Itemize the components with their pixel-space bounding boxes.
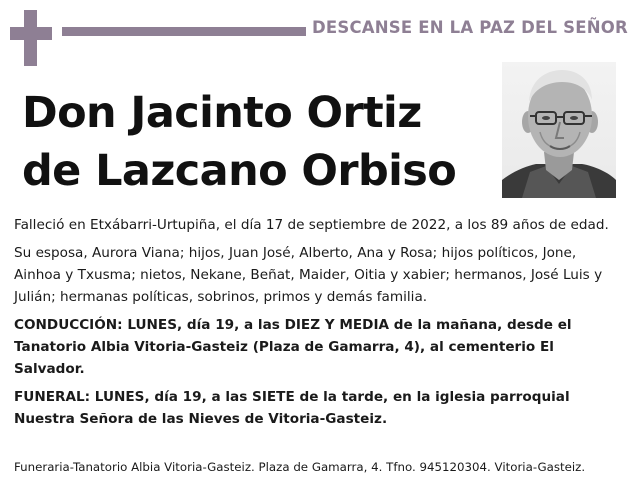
header-title: DESCANSE EN LA PAZ DEL SEÑOR	[312, 18, 628, 37]
portrait-photo	[502, 62, 616, 198]
deceased-name-line2: de Lazcano Orbiso	[22, 146, 457, 196]
death-paragraph: Falleció en Etxábarri-Urtupiña, el día 17 de septiembre de 2022, a los 89 años de edad.	[14, 217, 609, 233]
notice-body	[14, 214, 620, 436]
deceased-name-line1: Don Jacinto Ortiz	[22, 88, 422, 138]
funeral-home-footer: Funeraria-Tanatorio Albia Vitoria-Gasteiz. Plaza de Gamarra, 4. Tfno. 945120304. Vitoria-Gasteiz.	[14, 460, 586, 474]
header-band	[62, 27, 306, 36]
conduccion-paragraph: CONDUCCIÓN: LUNES, día 19, a las DIEZ Y MEDIA de la mañana, desde el Tanatorio Albia Vitoria-Gasteiz (Plaza de Gamarra, 4), al cementerio El Salvador.	[14, 317, 572, 377]
funeral-paragraph: FUNERAL: LUNES, día 19, a las SIETE de la tarde, en la iglesia parroquial Nuestra Señora de las Nieves de Vitoria-Gasteiz.	[14, 389, 570, 427]
cross-icon	[10, 10, 52, 66]
family-paragraph: Su esposa, Aurora Viana; hijos, Juan José, Alberto, Ana y Rosa; hijos políticos, Jone, Ainhoa y Txusma; nietos, Nekane, Beñat, Maider, Oitia y xabier; hermanos, José Luis y Julián; hermanas políticas, sobrinos, primos y demás familia.	[14, 245, 603, 305]
deceased-name	[22, 84, 492, 200]
